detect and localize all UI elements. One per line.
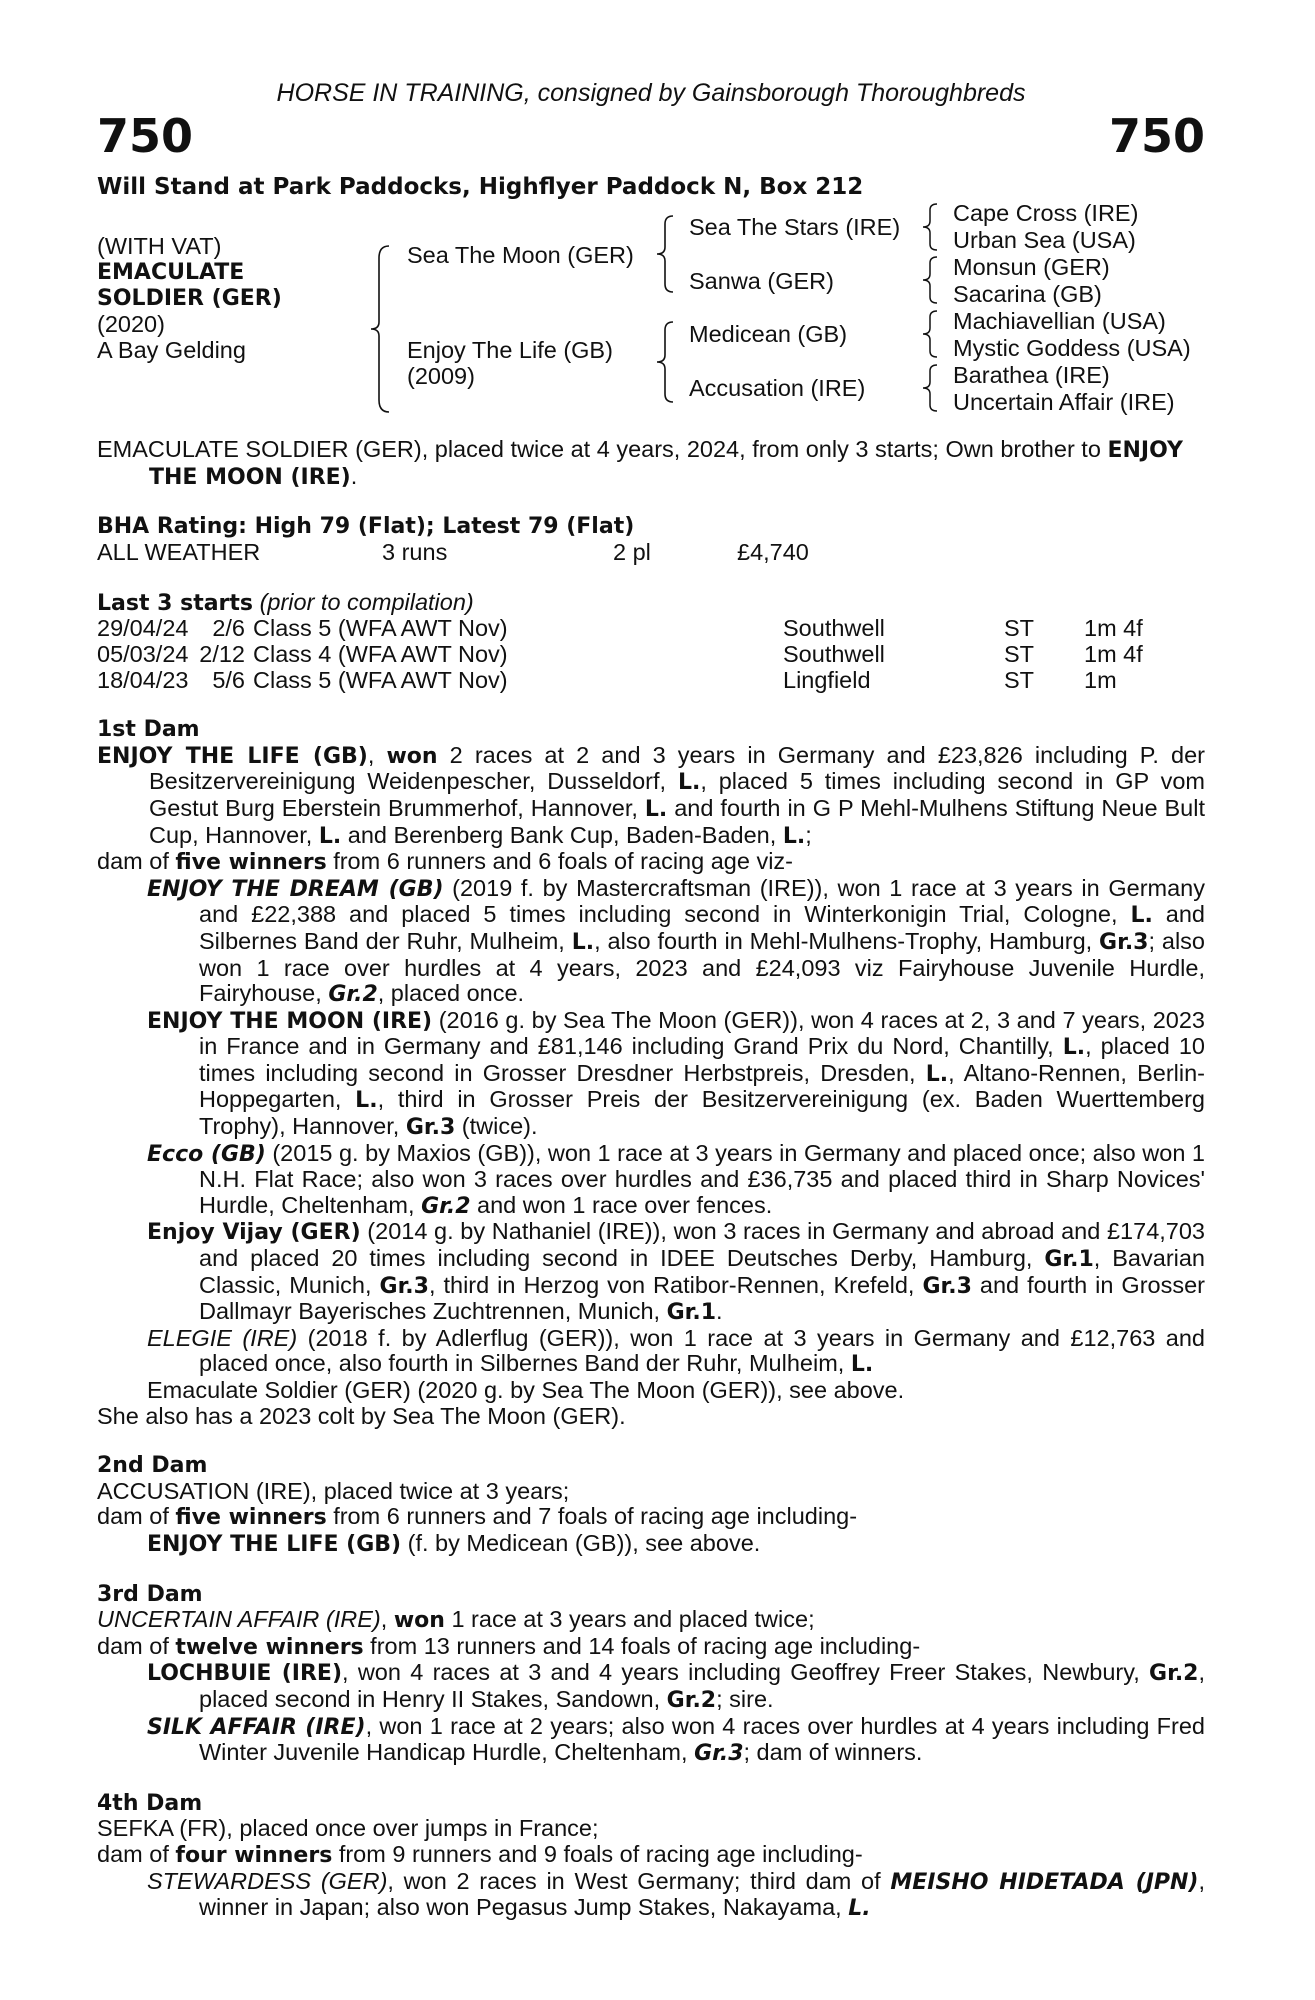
run-race: Class 5 (WFA AWT Nov) — [253, 666, 508, 693]
rating-earnings: £4,740 — [737, 538, 809, 565]
table-row — [97, 616, 1143, 642]
text: 1 race at 3 years and placed twice; — [444, 1606, 815, 1633]
group-label: Gr.1 — [666, 1300, 717, 1326]
run-distance: 1m 4f — [1084, 640, 1143, 667]
winners-count: twelve winners — [175, 1634, 364, 1660]
summary — [97, 437, 1205, 490]
last-starts-section — [97, 590, 1205, 693]
horse-description: A Bay Gelding — [97, 337, 246, 363]
horse-name-line2: SOLDIER (GER) — [97, 286, 282, 311]
first-dam-heading: 1st Dam — [97, 717, 200, 743]
text: . — [716, 1298, 723, 1325]
text: and Berenberg Bank Cup, Baden-Baden, — [341, 821, 783, 848]
text: , third in Herzog von Ratibor-Rennen, Krefeld, — [428, 1271, 923, 1298]
rating-row — [97, 540, 1205, 566]
text: , Altano-Rennen, Berlin-Hoppegarten, — [199, 1059, 1205, 1113]
sire-sire: Sea The Stars (IRE) — [689, 214, 901, 240]
stand-location: Will Stand at Park Paddocks, Highflyer Paddock N, Box 212 — [97, 174, 864, 200]
text: and fourth in Grosser Dallmayr Bayerisches Zuchtrennen, Munich, — [199, 1271, 1205, 1325]
vat-note: (WITH VAT) — [97, 233, 222, 259]
listed-label: L. — [1062, 1035, 1086, 1061]
progeny-name: ENJOY THE LIFE (GB) — [147, 1531, 402, 1557]
sire-brace — [653, 214, 677, 294]
text: ; — [805, 821, 812, 848]
text: ; sire. — [716, 1685, 774, 1712]
run-going: ST — [1004, 615, 1035, 642]
rating-heading: BHA Rating: High 79 (Flat); Latest 79 (Flat) — [97, 514, 635, 540]
sire: Sea The Moon (GER) — [407, 242, 634, 268]
text: from 9 runners and 9 foals of racing age including- — [332, 1840, 863, 1867]
progeny-name: Enjoy Vijay (GER) — [147, 1220, 361, 1246]
winners-count: five winners — [175, 850, 327, 876]
group-label: Gr.3 — [922, 1273, 972, 1299]
sire-sire-dam: Urban Sea (USA) — [953, 227, 1136, 253]
summary-brother: ENJOY THE MOON (IRE) — [149, 438, 1183, 490]
dam-dam-dam: Uncertain Affair (IRE) — [953, 389, 1175, 415]
progeny-name: MEISHO HIDETADA (JPN) — [890, 1869, 1199, 1895]
group-label: Gr.2 — [328, 982, 378, 1008]
dam-brace — [653, 320, 677, 404]
sire-dam: Sanwa (GER) — [689, 268, 834, 294]
text: ; also won 1 race over hurdles at 4 years, 2023 and £24,093 viz Fairyhouse Juvenile Hurdle, Fairyhouse, — [199, 927, 1206, 1007]
won-label: won — [386, 743, 438, 769]
lot-number-right: 750 — [1108, 109, 1205, 163]
rating-surface: ALL WEATHER — [97, 538, 261, 565]
text: and Silbernes Band der Ruhr, Mulheim, — [199, 901, 1205, 954]
group-label: Gr.3 — [379, 1273, 429, 1299]
progeny-name: SILK AFFAIR (IRE) — [147, 1714, 366, 1740]
listed-label: L. — [571, 929, 595, 955]
fourth-dam-heading: 4th Dam — [97, 1790, 203, 1816]
text: ; dam of winners. — [743, 1739, 923, 1766]
listed-label: L. — [782, 823, 806, 849]
table-row — [97, 668, 1143, 694]
summary-end: . — [350, 462, 358, 489]
text: , placed once. — [377, 980, 525, 1007]
text: from 6 runners and 6 foals of racing age viz- — [326, 848, 793, 875]
text: from 13 runners and 14 foals of racing age including- — [363, 1632, 921, 1659]
consignor-header: HORSE IN TRAINING, consigned by Gainsborough Thoroughbreds — [276, 79, 1026, 107]
run-date: 29/04/24 — [97, 615, 189, 642]
text: , third in Grosser Preis der Besitzervereinigung (ex. Baden Wuerttemberg Trophy), Hannover, — [199, 1086, 1205, 1140]
dam-sire-sire: Machiavellian (USA) — [953, 308, 1166, 334]
winners-count: five winners — [175, 1505, 327, 1531]
listed-label: L. — [644, 796, 668, 822]
brace-sd — [919, 255, 939, 305]
horse-year: (2020) — [97, 311, 165, 337]
progeny-name: Ecco (GB) — [147, 1141, 266, 1167]
text: (f. by Medicean (GB)), see above. — [401, 1529, 761, 1556]
rating-runs: 3 runs — [382, 538, 448, 565]
last-starts-table — [97, 616, 1143, 693]
last-starts-note: (prior to compilation) — [259, 588, 474, 615]
brace-ds — [919, 309, 939, 359]
last-starts-heading: Last 3 starts — [97, 590, 254, 616]
lot-number-left: 750 — [97, 109, 194, 163]
text: , won 4 races at 3 and 4 years including Geoffrey Freer Stakes, Newbury, — [342, 1659, 1150, 1686]
third-dam-heading: 3rd Dam — [97, 1581, 203, 1607]
text: dam of — [97, 1632, 176, 1659]
dam-name: UNCERTAIN AFFAIR (IRE) — [97, 1606, 381, 1633]
won-label: won — [393, 1608, 445, 1634]
group-label: Gr.1 — [1044, 1247, 1094, 1273]
listed-label: L. — [848, 1896, 871, 1922]
run-position: 5/6 — [212, 666, 245, 693]
listed-label: L. — [677, 770, 701, 796]
dam-line: SEFKA (FR), placed once over jumps in France; — [97, 1815, 599, 1842]
text: dam of — [97, 848, 176, 875]
text: and won 1 race over fences. — [470, 1191, 773, 1218]
progeny-name: STEWARDESS (GER) — [147, 1867, 388, 1894]
text: , also fourth in Mehl-Mulhens-Trophy, Hamburg, — [594, 927, 1100, 954]
sire-sire-sire: Cape Cross (IRE) — [953, 200, 1139, 226]
pedigree-table — [97, 200, 1205, 425]
progeny-name: ENJOY THE DREAM (GB) — [147, 876, 444, 902]
text: (2015 g. by Maxios (GB)), won 1 race at 3 years in Germany and placed once; also won 1 N.H. Flat Race; also won 3 races over hurdles and £36,735 and placed third in Sharp Novices' Hurdle, Cheltenham, — [199, 1139, 1205, 1218]
run-course: Southwell — [783, 640, 885, 667]
run-distance: 1m — [1084, 666, 1117, 693]
second-dam-heading: 2nd Dam — [97, 1453, 208, 1479]
fourth-dam-section — [97, 1791, 1205, 1922]
text: (twice). — [455, 1113, 538, 1140]
text: (2014 g. by Nathaniel (IRE)), won 3 races in Germany and abroad and £174,703 and placed 20 times including second in IDEE Deutsches Derby, Hamburg, — [199, 1218, 1205, 1272]
run-distance: 1m 4f — [1084, 615, 1143, 642]
progeny-name: ELEGIE (IRE) — [147, 1324, 298, 1351]
rating-placed: 2 pl — [613, 538, 651, 565]
winners-count: four winners — [175, 1842, 333, 1868]
dam: Enjoy The Life (GB) — [407, 337, 613, 363]
first-dam-section: 1st Dam ENJOY THE LIFE (GB), won 2 races at 2 and 3 years in Germany and £23,826 including P. der Besitzervereinigung Weidenpescher, Dusseldorf, L., placed 5 times including second in GP vom Gestut Burg Eberstein Brummerhof, Hannover, L. and fourth in G P Mehl-Mulhens Stiftung Neue Bult Cup, Hannover, L. and Berenberg Bank Cup, Baden-Baden, L.; dam of five winners from 6 runners and 6 foals of racing age viz- ENJOY THE DREAM (GB) (2019 f. by Mastercraftsman (IRE)), won 1 race at 3 years in Germany and £22,388 and placed 5 times including second in Winterkonigin Trial, Cologne, L. and Silbernes Band der Ruhr, Mulheim, L., also fourth in Mehl-Mulhens-Trophy, Hamburg, Gr.3; also won 1 race over hurdles at 4 years, 2023 and £24,093 viz Fairyhouse Juvenile Hurdle, Fairyhouse, Gr.2, placed once. ENJOY THE MOON (IRE) (2016 g. by Sea The Moon (GER)), won 4 races at 2, 3 and 7 years, 2023 in France and in Germany and £81,146 including Grand Prix du Nord, Chantilly, L., placed 10 times including second in Grosser Dresdner Herbstpreis, Dresden, L., Altano-Rennen, Berlin-Hoppegarten, L., third in Grosser Preis der Besitzervereinigung (ex. Baden Wuerttemberg Trophy), Hannover, Gr.3 (twice). Ecco (GB) (2015 g. by Maxios (GB)), won 1 race at 3 years in Germany and placed once; also won 1 N.H. Flat Race; also won 3 races over hurdles and £36,735 and placed third in Sharp Novices' Hurdle, Cheltenham, Gr.2 and won 1 race over fences. Enjoy Vijay (GER) (2014 g. by Nathaniel (IRE)), won 3 races in Germany and abroad and £174,703 and placed 20 times including second in IDEE Deutsches Derby, Hamburg, Gr.1, Bavarian Classic, Munich, Gr.3, third in Herzog von Ratibor-Rennen, Krefeld, Gr.3 and fourth in Grosser Dallmayr Bayerisches Zuchtrennen, Munich, Gr.1. ELEGIE (IRE) (2018 f. by Adlerflug (GER)), won 1 race at 3 years in Germany and £12,763 and placed once, also fourth in Silbernes Band der Ruhr, Mulheim, L. Emaculate Soldier (GER) (2020 g. by Sea The Moon (GER)), see above. She also has a 2023 colt by Sea The Moon (GER). — [97, 717, 1206, 1429]
text: , Bavarian Classic, Munich, — [199, 1245, 1206, 1298]
lot-number-row — [97, 109, 1205, 163]
run-date: 05/03/24 — [97, 640, 189, 667]
run-date: 18/04/23 — [97, 666, 189, 693]
text: (2016 g. by Sea The Moon (GER)), won 4 races at 2, 3 and 7 years, 2023 in France and in Germany and £81,146 including Grand Prix du Nord, Chantilly, — [199, 1006, 1205, 1060]
group-label: Gr.3 — [405, 1115, 456, 1141]
run-going: ST — [1004, 640, 1035, 667]
dam-sire: Medicean (GB) — [689, 321, 848, 347]
text: , placed 10 times including second in Grosser Dresdner Herbstpreis, Dresden, — [199, 1033, 1205, 1086]
catalogue-page — [97, 78, 1205, 1922]
group-label: Gr.2 — [666, 1687, 717, 1713]
text: 2 races at 2 and 3 years in Germany and £23,826 including P. der Besitzervereinigung Weidenpescher, Dusseldorf, — [149, 741, 1205, 795]
text: and fourth in G P Mehl-Mulhens Stiftung Neue Bult Cup, Hannover, — [149, 794, 1205, 848]
text: She also has a 2023 colt by Sea The Moon (GER). — [97, 1402, 626, 1429]
listed-label: L. — [355, 1088, 378, 1114]
progeny-entry: Emaculate Soldier (GER) (2020 g. by Sea The Moon (GER)), see above. — [147, 1377, 905, 1403]
group-label: Gr.2 — [421, 1193, 471, 1219]
dam-sire-dam: Mystic Goddess (USA) — [953, 335, 1191, 361]
listed-label: L. — [925, 1061, 949, 1087]
sire-dam-sire: Monsun (GER) — [953, 254, 1110, 280]
dam-year: (2009) — [407, 363, 475, 389]
run-course: Southwell — [783, 615, 885, 642]
text: , won 2 races in West Germany; third dam of — [387, 1867, 891, 1894]
dam-dam: Accusation (IRE) — [689, 375, 866, 401]
text: dam of — [97, 1840, 176, 1867]
horse-name-line1: EMACULATE — [97, 260, 245, 285]
text: (2019 f. by Mastercraftsman (IRE)), won 1 race at 3 years in Germany and £22,388 and placed 5 times including second in Winterkonigin Trial, Cologne, — [199, 874, 1205, 928]
third-dam-section — [97, 1582, 1205, 1767]
run-race: Class 4 (WFA AWT Nov) — [253, 640, 508, 667]
text: dam of — [97, 1503, 176, 1530]
text: , — [380, 1606, 394, 1633]
rating-section — [97, 514, 1205, 566]
text: (2018 f. by Adlerflug (GER)), won 1 race at 3 years in Germany and £12,763 and placed once, also fourth in Silbernes Band der Ruhr, Mulheim, — [199, 1324, 1205, 1377]
run-position: 2/12 — [199, 640, 245, 667]
progeny-name: ENJOY THE MOON (IRE) — [147, 1008, 433, 1034]
dam-dam-sire: Barathea (IRE) — [953, 362, 1110, 388]
text: from 6 runners and 7 foals of racing age including- — [326, 1503, 858, 1530]
dam-name: ENJOY THE LIFE (GB) — [97, 743, 368, 769]
text: , placed second in Henry II Stakes, Sandown, — [199, 1659, 1206, 1712]
run-position: 2/6 — [212, 615, 245, 642]
run-course: Lingfield — [783, 666, 871, 693]
dam-sire-brace — [367, 244, 397, 414]
summary-text: EMACULATE SOLDIER (GER), placed twice at 4 years, 2024, from only 3 starts; Own brother to — [97, 436, 1101, 462]
listed-label: L. — [850, 1352, 874, 1378]
progeny-name: LOCHBUIE (IRE) — [147, 1661, 343, 1687]
dam-line: ACCUSATION (IRE), placed twice at 3 years; — [97, 1477, 570, 1504]
text: , winner in Japan; also won Pegasus Jump Stakes, Nakayama, — [199, 1867, 1206, 1921]
sire-dam-dam: Sacarina (GB) — [953, 281, 1102, 307]
brace-ss — [919, 202, 939, 252]
text: , won 1 race at 2 years; also won 4 races over hurdles at 4 years including Fred Winter Juvenile Handicap Hurdle, Cheltenham, — [199, 1712, 1205, 1766]
run-race: Class 5 (WFA AWT Nov) — [253, 615, 508, 642]
group-label: Gr.3 — [694, 1741, 744, 1767]
listed-label: L. — [318, 823, 342, 849]
brace-dd — [919, 363, 939, 413]
run-going: ST — [1004, 666, 1035, 693]
text: , placed 5 times including second in GP vom Gestut Burg Eberstein Brummerhof, Hannover, — [149, 768, 1205, 821]
group-label: Gr.2 — [1149, 1661, 1199, 1687]
listed-label: L. — [1130, 903, 1153, 929]
table-row — [97, 642, 1143, 668]
second-dam-section — [97, 1453, 1205, 1557]
group-label: Gr.3 — [1099, 929, 1149, 955]
